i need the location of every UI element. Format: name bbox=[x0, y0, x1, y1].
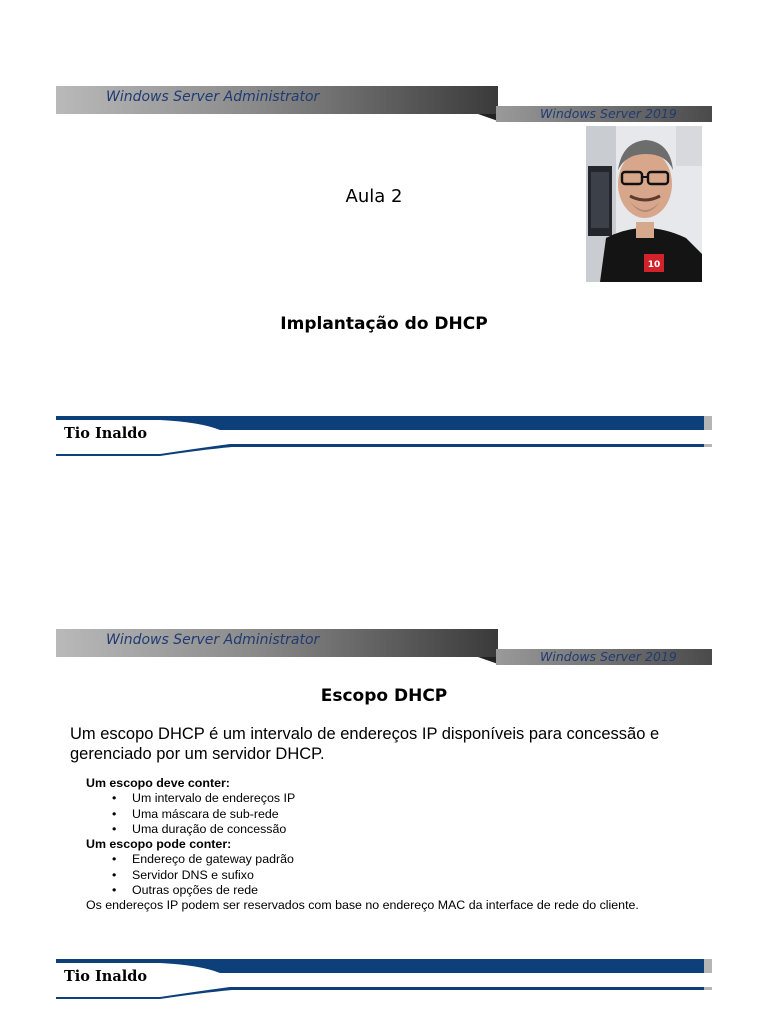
list-item-text: Um intervalo de endereços IP bbox=[132, 791, 296, 806]
lesson-number: Aula 2 bbox=[345, 186, 403, 207]
may-list bbox=[86, 852, 639, 898]
list-item-text: Endereço de gateway padrão bbox=[132, 852, 294, 867]
list-item-text: Outras opções de rede bbox=[132, 883, 259, 898]
bullet-mark: • bbox=[112, 791, 117, 806]
footer-author: Tio Inaldo bbox=[64, 425, 148, 442]
must-list bbox=[86, 791, 639, 837]
list-item-text: Uma duração de concessão bbox=[132, 821, 287, 836]
slide-footer bbox=[0, 955, 768, 1003]
bullet-mark: • bbox=[112, 852, 117, 867]
list-item bbox=[86, 883, 639, 898]
slide-title: Escopo DHCP bbox=[320, 686, 448, 706]
scope-content bbox=[86, 776, 639, 914]
header-sub-bar bbox=[496, 106, 712, 122]
instructor-photo bbox=[586, 126, 702, 282]
bullet-mark: • bbox=[112, 821, 117, 836]
header-title: Windows Server Administrator bbox=[106, 89, 320, 105]
slide-2 bbox=[0, 540, 768, 1024]
header-title: Windows Server Administrator bbox=[106, 632, 320, 648]
bullet-mark: • bbox=[112, 883, 117, 898]
intro-paragraph: Um escopo DHCP é um intervalo de endereços IP disponíveis para concessão e gerenciado por um servidor DHCP. bbox=[70, 725, 660, 763]
list-item-text: Servidor DNS e sufixo bbox=[132, 867, 254, 882]
header-subtitle: Windows Server 2019 bbox=[540, 649, 677, 664]
header-notch bbox=[478, 657, 498, 664]
footer-author: Tio Inaldo bbox=[64, 968, 148, 985]
list-item bbox=[86, 852, 639, 867]
list-item-text: Uma máscara de sub-rede bbox=[132, 806, 279, 821]
header-main-bar bbox=[56, 86, 498, 114]
header-sub-bar bbox=[496, 649, 712, 665]
may-heading: Um escopo pode conter: bbox=[86, 837, 232, 852]
reservation-note: Os endereços IP podem ser reservados com base no endereço MAC da interface de rede do cliente. bbox=[86, 898, 639, 913]
shirt-badge-text: 10 bbox=[647, 260, 661, 270]
list-item bbox=[86, 868, 639, 883]
slide-footer bbox=[0, 412, 768, 460]
list-item bbox=[86, 807, 639, 822]
bullet-mark: • bbox=[112, 806, 117, 821]
must-heading: Um escopo deve conter: bbox=[86, 776, 230, 790]
slide-topic: Implantação do DHCP bbox=[280, 314, 488, 334]
list-item bbox=[86, 791, 639, 806]
bullet-mark: • bbox=[112, 867, 117, 882]
list-item bbox=[86, 822, 639, 837]
header-notch bbox=[478, 114, 498, 121]
header-main-bar bbox=[56, 629, 498, 657]
header-subtitle: Windows Server 2019 bbox=[540, 106, 677, 121]
